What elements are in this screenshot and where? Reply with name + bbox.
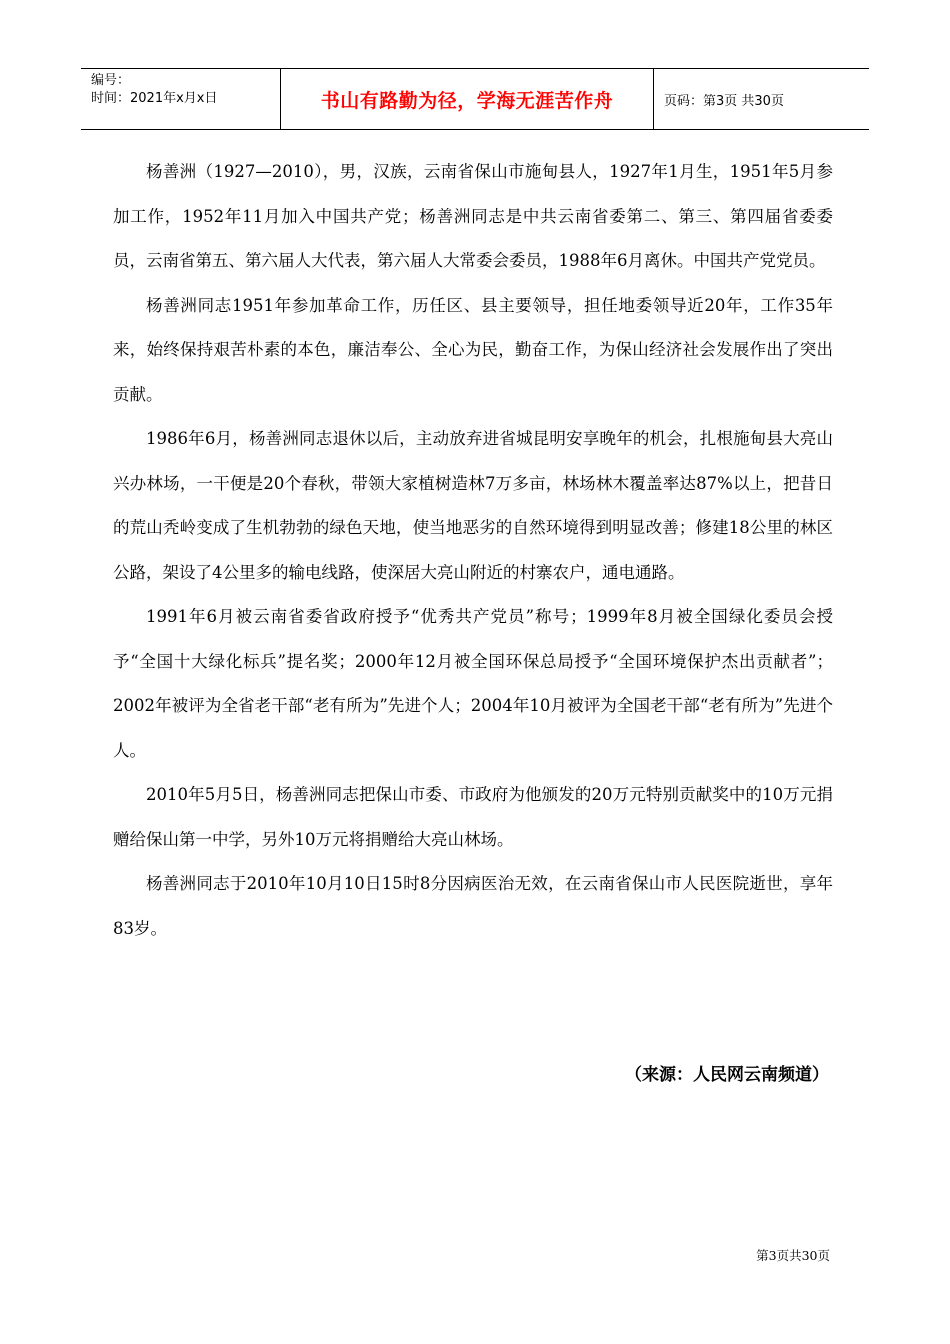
header-page-number: 页码：第3页 共30页: [664, 93, 784, 109]
body-paragraph: 杨善洲（1927—2010），男，汉族，云南省保山市施甸县人，1927年1月生，1951年5月参加工作，1952年11月加入中国共产党；杨善洲同志是中共云南省委第二、第三、第四届省委委员，云南省第五、第六届人大代表，第六届人大常委会委员，1988年6月离休。中国共产党党员。: [113, 162, 833, 270]
header-motto-cell: [281, 69, 654, 129]
body-paragraph: 1991年6月被云南省委省政府授予“优秀共产党员”称号；1999年8月被全国绿化委员会授予“全国十大绿化标兵”提名奖；2000年12月被全国环保总局授予“全国环境保护杰出贡献者”；2002年被评为全省老干部“老有所为”先进个人；2004年10月被评为全国老干部“老有所为”先进个人。: [113, 607, 833, 760]
header-page-cell: [654, 69, 869, 129]
body-paragraph: 杨善洲同志于2010年10月10日15时8分因病医治无效，在云南省保山市人民医院逝世，享年83岁。: [113, 874, 833, 938]
source-attribution: （来源：人民网云南频道）: [625, 1065, 829, 1085]
header-meta-cell: [81, 69, 281, 129]
footer-page-number: 第3页共30页: [756, 1248, 830, 1263]
body-paragraph: 2010年5月5日，杨善洲同志把保山市委、市政府为他颁发的20万元特别贡献奖中的10万元捐赠给保山第一中学，另外10万元将捐赠给大亮山林场。: [113, 785, 833, 849]
document-header: [81, 68, 869, 130]
document-body: [113, 150, 833, 951]
date-label: 时间：2021年x月x日: [91, 91, 218, 106]
header-motto: 书山有路勤为径，学海无涯苦作舟: [320, 89, 614, 112]
body-paragraph: 杨善洲同志1951年参加革命工作，历任区、县主要领导，担任地委领导近20年，工作35年来，始终保持艰苦朴素的本色，廉洁奉公、全心为民，勤奋工作，为保山经济社会发展作出了突出贡献。: [113, 295, 833, 404]
serial-number-label: 编号：: [91, 73, 131, 88]
body-paragraph: 1986年6月，杨善洲同志退休以后，主动放弃进省城昆明安享晚年的机会，扎根施甸县大亮山兴办林场，一干便是20个春秋，带领大家植树造林7万多亩，林场林木覆盖率达87%以上，把昔日的荒山秃岭变成了生机勃勃的绿色天地，使当地恶劣的自然环境得到明显改善；修建18公里的林区公路，架设了4公里多的输电线路，使深居大亮山附近的村寨农户，通电通路。: [113, 429, 833, 582]
